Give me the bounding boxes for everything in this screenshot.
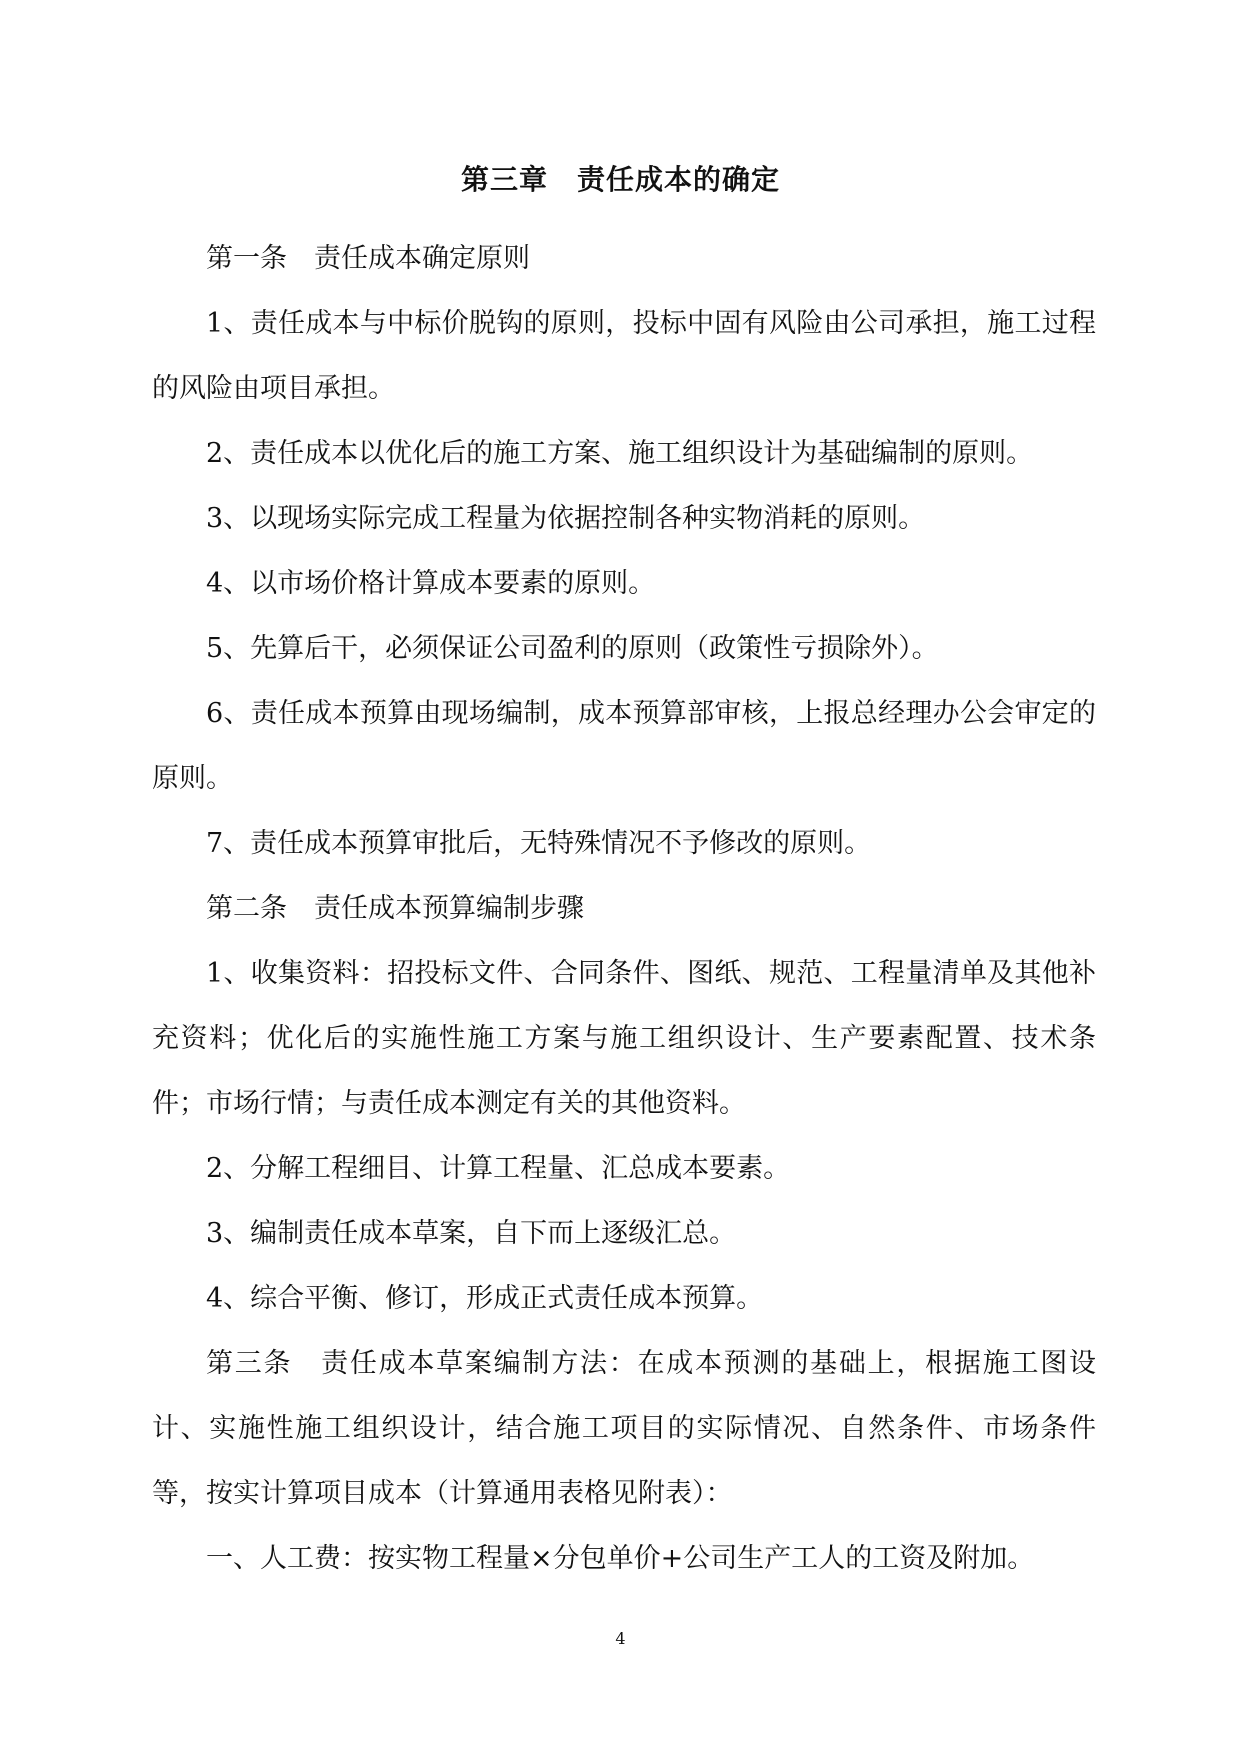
paragraph: 2、分解工程细目、计算工程量、汇总成本要素。 (206, 1153, 791, 1184)
chapter-title: 第三章 责任成本的确定 (460, 163, 780, 196)
paragraph: 4、以市场价格计算成本要素的原则。 (206, 568, 656, 599)
paragraph: 7、责任成本预算审批后，无特殊情况不予修改的原则。 (206, 828, 872, 859)
paragraph: 3、编制责任成本草案，自下而上逐级汇总。 (206, 1218, 737, 1249)
paragraph: 6、责任成本预算由现场编制，成本预算部审核，上报总经理办公会审定的原则。 (152, 698, 1096, 794)
article-heading: 第二条 责任成本预算编制步骤 (206, 893, 584, 924)
paragraph: 2、责任成本以优化后的施工方案、施工组织设计为基础编制的原则。 (206, 438, 1034, 469)
article-heading: 第三条 责任成本草案编制方法：在成本预测的基础上，根据施工图设计、实施性施工组织设计，结合施工项目的实际情况、自然条件、市场条件等，按实计算项目成本（计算通用表格见附表）： (152, 1348, 1096, 1509)
paragraph: 4、综合平衡、修订，形成正式责任成本预算。 (206, 1283, 764, 1314)
paragraph: 5、先算后干，必须保证公司盈利的原则（政策性亏损除外）。 (206, 633, 939, 664)
paragraph: 1、责任成本与中标价脱钩的原则，投标中固有风险由公司承担，施工过程的风险由项目承担。 (152, 308, 1096, 404)
paragraph: 一、人工费：按实物工程量×分包单价+公司生产工人的工资及附加。 (206, 1543, 1035, 1574)
paragraph: 3、以现场实际完成工程量为依据控制各种实物消耗的原则。 (206, 503, 926, 534)
article-heading: 第一条 责任成本确定原则 (206, 243, 530, 274)
page-number: 4 (615, 1629, 626, 1648)
body-text (152, 226, 1096, 1591)
paragraph: 1、收集资料：招投标文件、合同条件、图纸、规范、工程量清单及其他补充资料；优化后的实施性施工方案与施工组织设计、生产要素配置、技术条件；市场行情；与责任成本测定有关的其他资料。 (152, 958, 1096, 1119)
